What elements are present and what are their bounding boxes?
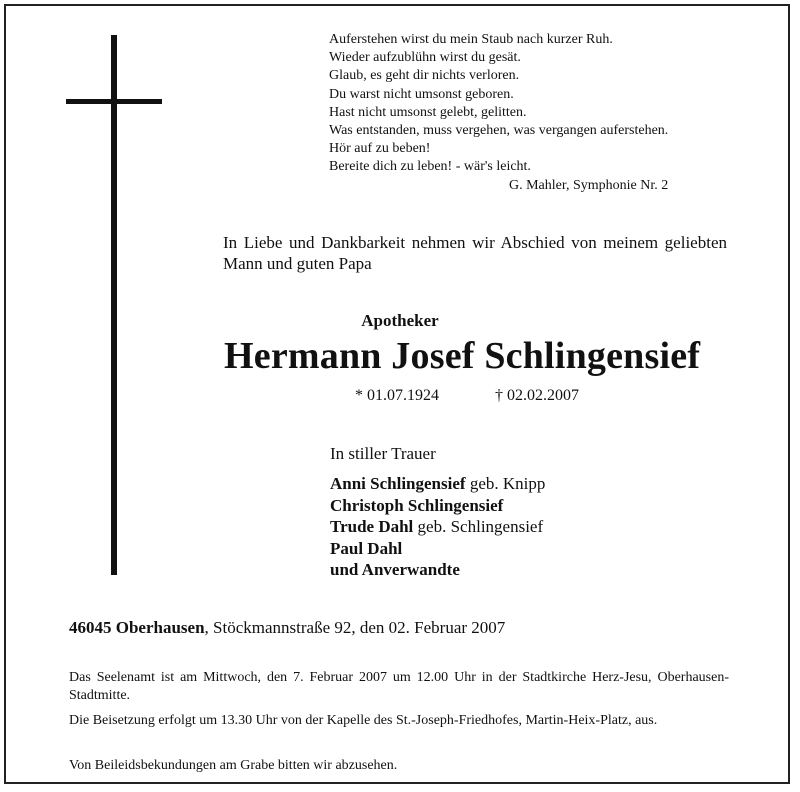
address-rest: , Stöckmannstraße 92, den 02. Februar 2007	[204, 618, 506, 637]
mourner-suffix: geb. Schlingensief	[413, 517, 544, 536]
mourner-name: Christoph Schlingensief	[330, 495, 504, 515]
mourner	[330, 538, 545, 560]
death-date: † 02.02.2007	[495, 387, 579, 404]
address-city: 46045 Oberhausen	[69, 618, 205, 637]
mourner-name: Anni Schlingensief	[330, 474, 466, 493]
farewell-text: In Liebe und Dankbarkeit nehmen wir Abschied von meinem geliebten Mann und guten Papa	[223, 233, 727, 273]
poem-line: Glaub, es geht dir nichts verloren.	[329, 68, 520, 84]
mourner	[330, 473, 545, 495]
mourning-intro: In stiller Trauer	[330, 444, 436, 463]
mourner-name: Paul Dahl	[330, 538, 403, 558]
notice-requiem: Das Seelenamt ist am Mittwoch, den 7. Februar 2007 um 12.00 Uhr in der Stadtkirche Herz-Jesu, Oberhausen-Stadtmitte.	[69, 670, 729, 703]
mourner	[330, 495, 545, 517]
mourners-list	[330, 473, 545, 581]
poem-line: Du warst nicht umsonst geboren.	[329, 86, 514, 102]
mourner-name: Trude Dahl	[330, 517, 414, 536]
poem-line: Wieder aufzublühn wirst du gesät.	[329, 50, 521, 66]
poem-line: Bereite dich zu leben! - wär's leicht.	[329, 159, 531, 175]
birth-date: * 01.07.1924	[355, 387, 439, 404]
cross-icon-crossbar	[66, 99, 162, 104]
mourner-name: und Anverwandte	[330, 560, 460, 579]
deceased-occupation: Apotheker	[361, 311, 439, 330]
poem-attribution: G. Mahler, Symphonie Nr. 2	[509, 178, 669, 193]
notice-condolences: Von Beileidsbekundungen am Grabe bitten wir abzusehen.	[69, 758, 398, 773]
mourner	[330, 516, 545, 538]
address-line	[69, 618, 505, 638]
poem	[329, 31, 668, 177]
notice-burial: Die Beisetzung erfolgt um 13.30 Uhr von der Kapelle des St.-Joseph-Friedhofes, Martin-Heix-Platz, aus.	[69, 713, 658, 728]
poem-line: Was entstanden, muss vergehen, was vergangen auferstehen.	[329, 123, 669, 139]
poem-line: Hast nicht umsonst gelebt, gelitten.	[329, 104, 527, 120]
deceased-name: Hermann Josef Schlingensief	[224, 335, 701, 377]
mourner	[330, 559, 545, 581]
poem-line: Auferstehen wirst du mein Staub nach kurzer Ruh.	[329, 32, 613, 47]
cross-icon	[111, 35, 117, 575]
mourner-suffix: geb. Knipp	[465, 474, 546, 493]
poem-line: Hör auf zu beben!	[329, 141, 431, 157]
